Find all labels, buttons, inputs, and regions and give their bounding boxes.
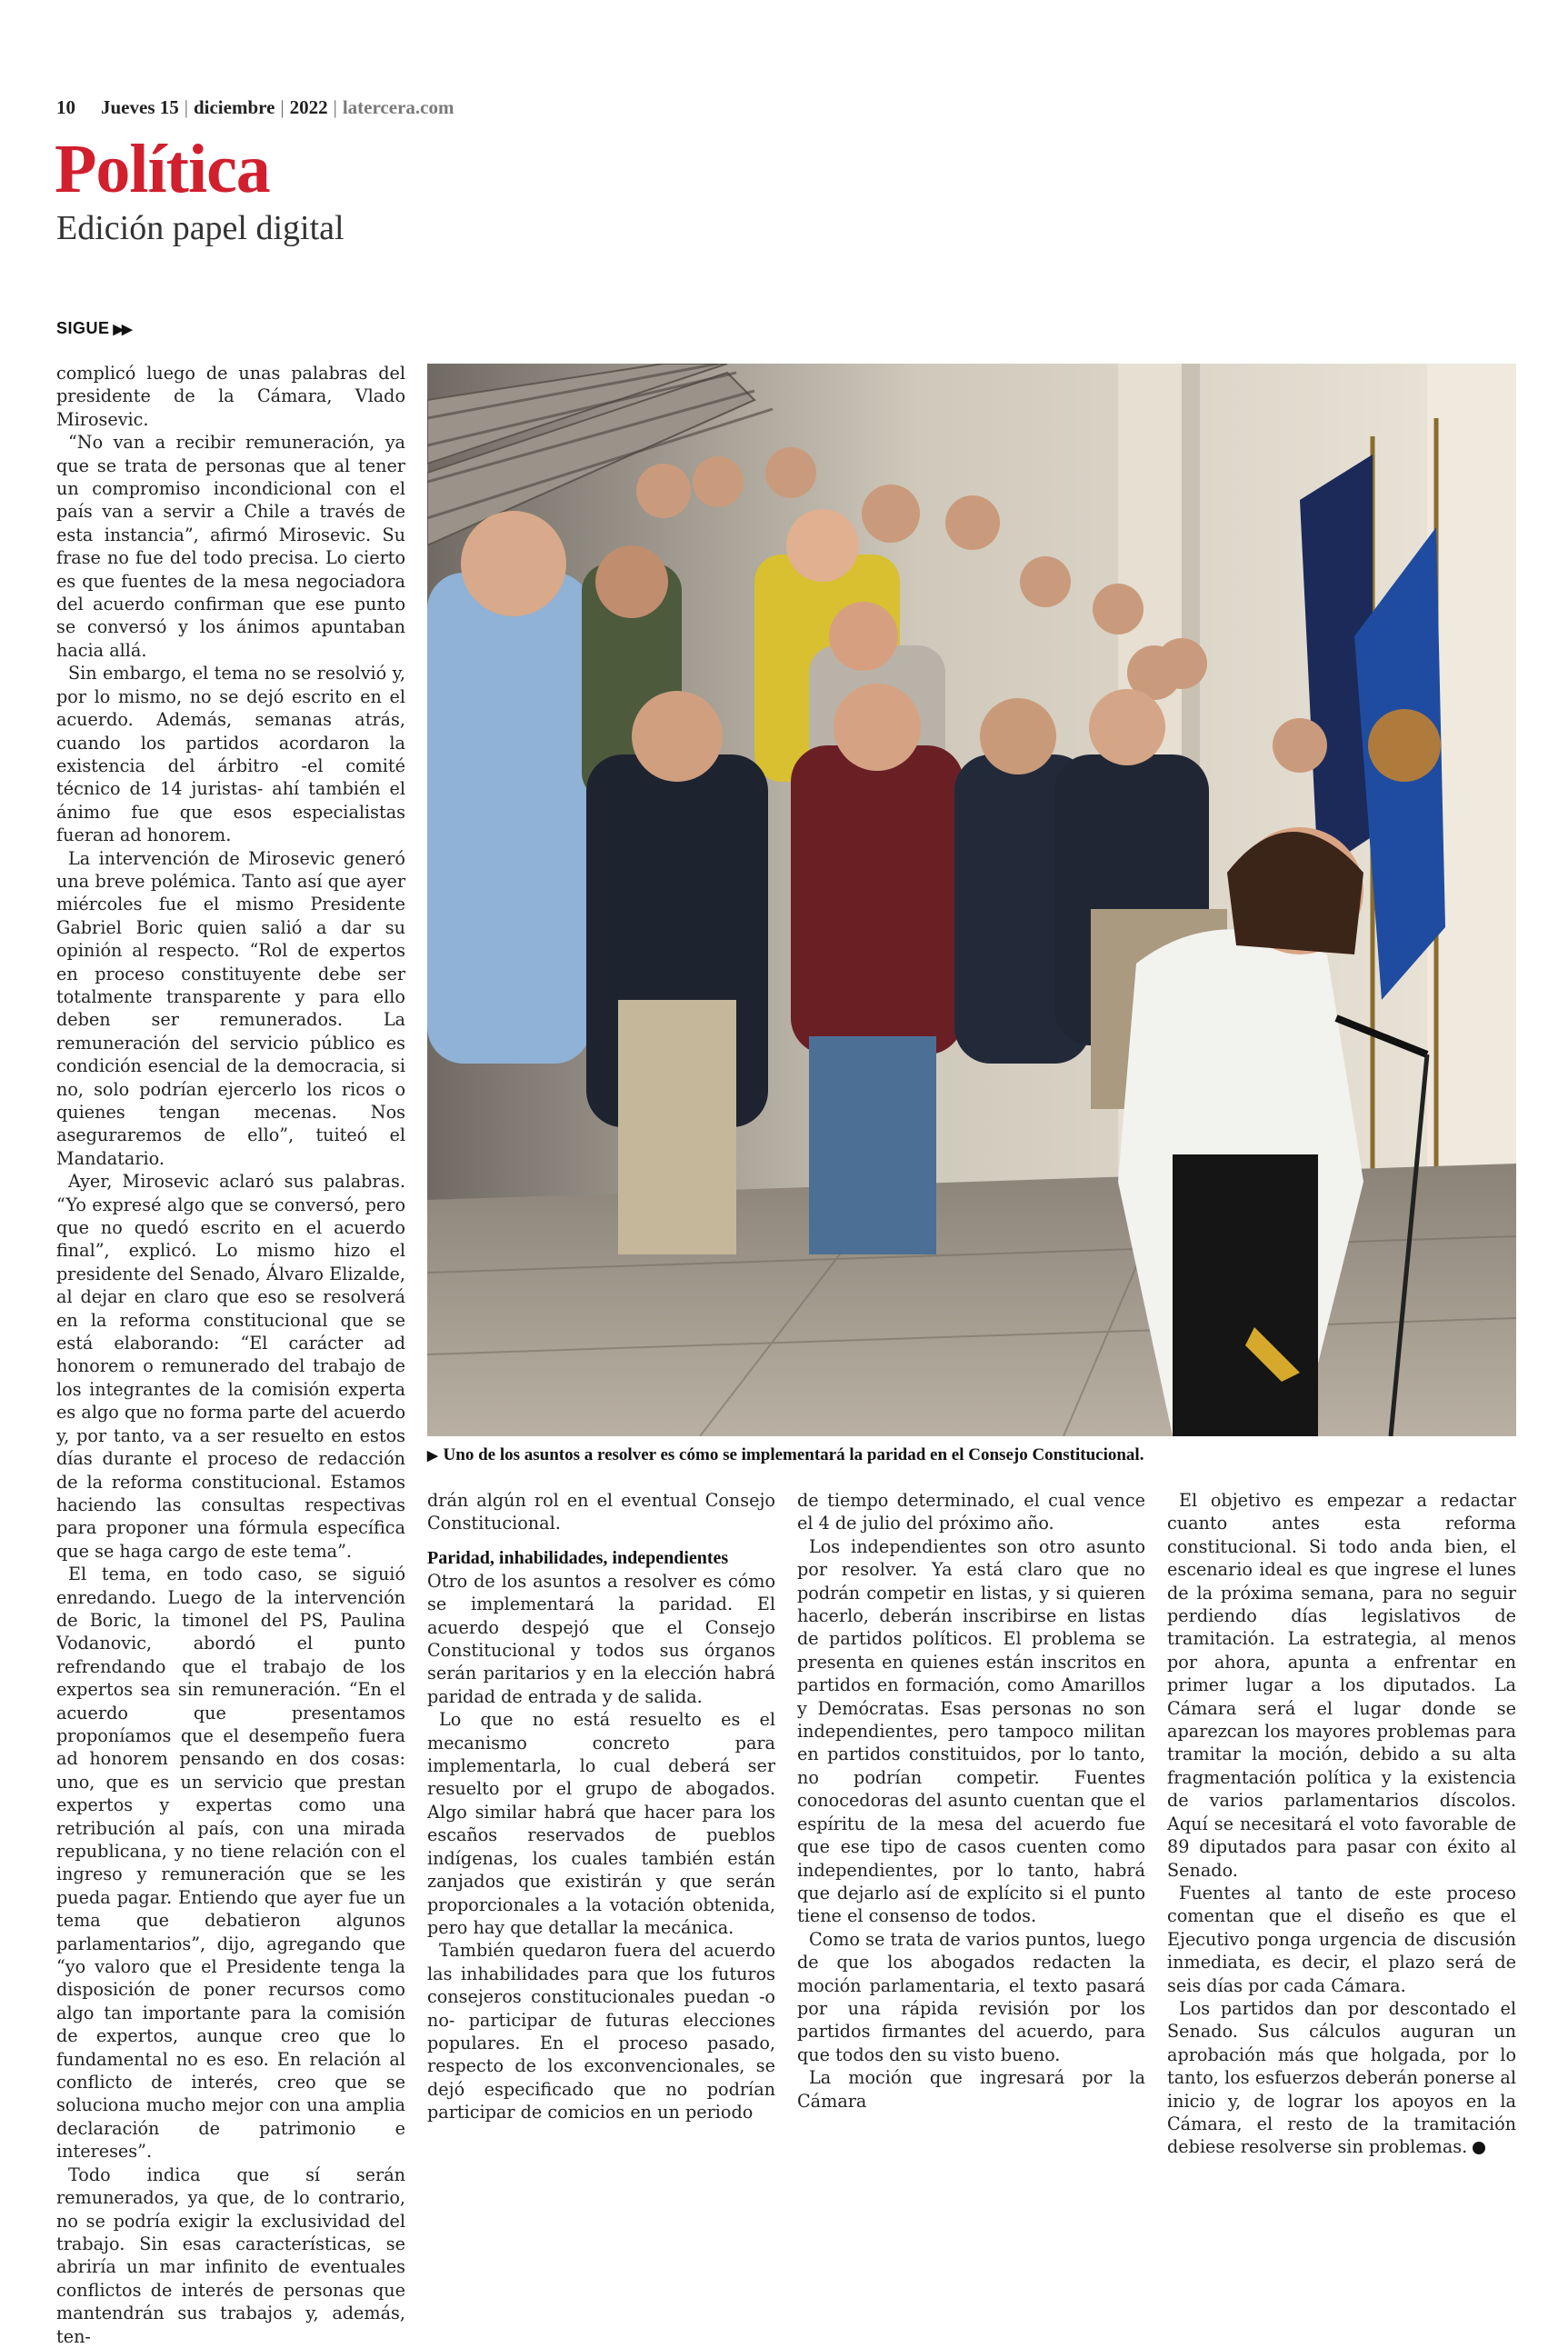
section-subtitle: Edición papel digital <box>56 209 345 247</box>
article-paragraph: Otro de los asuntos a resolver es cómo se implementará la paridad. El acuerdo despejó que el Consejo Constitucional y todos sus órganos serán paritarios y en la elección habrá paridad de entrada y de salida. <box>427 1570 775 1707</box>
press-conference-illustration <box>427 364 1516 1436</box>
article-paragraph: drán algún rol en el eventual Consejo Constitucional. <box>427 1490 775 1534</box>
article-column-4 <box>1167 1489 1516 2159</box>
continues-label <box>56 319 131 338</box>
article-paragraph: Ayer, Mirosevic aclaró sus palabras. “Yo expresé algo que se conversó, pero que no quedó escrito en el acuerdo final”, explicó. Lo mismo hizo el presidente del Senado, Álvaro Elizalde, al dejar en claro que eso se resolverá en la reforma constitucional que se está elaborando: “El carácter ad honorem o remunerado del trabajo de los integrantes de la comisión experta es algo que no forma parte del acuerdo y, por tanto, va a ser resuelto en estos días durante el proceso de redacción de la reforma constitucional. Estamos haciendo las consultas respectivas para proponer una fórmula específica que se haga cargo de este tema”. <box>56 1171 405 1562</box>
article-last-text: Los partidos dan por descontado el Senado. Sus cálculos auguran un aprobación más que holgada, por lo tanto, los esfuerzos deberán ponerse al inicio y, de lograr los apoyos en la Cámara, el resto de la tramitación debiese resolverse sin problemas. <box>1167 1997 1516 2158</box>
article-paragraph: Los independientes son otro asunto por resolver. Ya está claro que no podrán competir en listas, y si quieren hacerlo, deberán inscribirse en listas de partidos políticos. El problema se presenta en quienes están inscritos en partidos en formación, como Amarillos y Demócratas. Esas personas no son independientes, pero tampoco militan en partidos constituidos, por lo tanto, no podrían competir. Fuentes conocedoras del asunto cuentan que el espíritu de la mesa del acuerdo fue que ese tipo de casos cuenten como independientes, por lo tanto, habrá que dejarlo así de explícito si el punto tiene el consenso de todos. <box>797 1535 1145 1927</box>
article-paragraph: Sin embargo, el tema no se resolvió y, por lo mismo, no se dejó escrito en el acuerdo. Además, semanas atrás, cuando los partidos acordaron la existencia del árbitro -el comité técnico de 14 juristas- ahí también el ánimo fue que esos especialistas fueran ad honorem. <box>56 663 405 846</box>
issue-month: diciembre <box>193 96 275 118</box>
article-subheading: Paridad, inhabilidades, independientes <box>427 1547 729 1568</box>
issue-dateline: 10 Jueves 15 | diciembre | 2022 | latercera.com <box>56 96 454 118</box>
end-of-article-dot-icon <box>1473 2142 1485 2154</box>
issue-year: 2022 <box>289 96 328 118</box>
article-paragraph <box>1167 1997 1516 2159</box>
site-link[interactable]: latercera.com <box>342 96 454 118</box>
page-number: 10 <box>56 96 75 118</box>
article-paragraph: “No van a recibir remuneración, ya que se trata de personas que al tener un compromiso incondicional con el país van a servir a Chile a través de esta instancia”, afirmó Mirosevic. Su frase no fue del todo precisa. Lo cierto es que fuentes de la mesa negociadora del acuerdo confirman que ese punto se conversó y los ánimos apuntaban hacia allá. <box>56 432 405 661</box>
article-column-3 <box>797 1489 1145 2113</box>
double-play-arrows-icon: ▶▶ <box>113 322 131 337</box>
article-paragraph: También quedaron fuera del acuerdo las inhabilidades para que los futuros consejeros constitucionales puedan -o no- participar de futuras elecciones populares. En el proceso pasado, respecto de los exconvencionales, se dejó especificado que no podrían participar de comicios en un periodo <box>427 1940 775 2123</box>
article-paragraph: El objetivo es empezar a redactar cuanto antes esta reforma constitucional. Si todo anda bien, el escenario ideal es que ingrese el lunes de la próxima semana, para no seguir perdiendo días legislativos de tramitación. La estrategia, al menos por ahora, apunta a enfrentar en primer lugar a los diputados. La Cámara será el lugar donde se aparezcan los mayores problemas para tramitar la moción, debido a su alta fragmentación política y la existencia de varios parlamentarios díscolos. Aquí se necesitará el voto favorable de 89 diputados para pasar con éxito al Senado. <box>1167 1490 1516 1881</box>
article-paragraph: de tiempo determinado, el cual vence el 4 de julio del próximo año. <box>797 1490 1145 1534</box>
article-paragraph: La moción que ingresará por la Cámara <box>797 2067 1145 2112</box>
photo-caption-text: Uno de los asuntos a resolver es cómo se implementará la paridad en el Consejo Constitucional. <box>443 1445 1144 1464</box>
article-paragraph: Como se trata de varios puntos, luego de que los abogados redacten la moción parlamentaria, el texto pasará por una rápida revisión por los partidos firmantes del acuerdo, para que todos den su visto bueno. <box>797 1928 1145 2065</box>
article-paragraph: Fuentes al tanto de este proceso comentan que el diseño es que el Ejecutivo ponga urgencia de discusión inmediata, es decir, el plazo será de seis días por cada Cámara. <box>1167 1882 1516 1996</box>
article-column-1 <box>56 362 405 2348</box>
article-column-2 <box>427 1489 775 2124</box>
press-conference-photo <box>427 364 1516 1436</box>
section-title: Política <box>55 131 270 207</box>
article-paragraph: El tema, en todo caso, se siguió enredando. Luego de la intervención de Boric, la timonel del PS, Paulina Vodanovic, abordó el punto refrendando que el trabajo de los expertos sea sin remuneración. “En el acuerdo que presentamos proponíamos que el desempeño fuera ad honorem pensando en dos cosas: uno, que es un servicio que prestan expertos y expertas como una retribución al país, con una mirada republicana, y no tiene relación con el ingreso y remuneración que se les pueda pagar. Entiendo que ayer fue un tema que debatieron algunos parlamentarios”, dijo, agregando que “yo valoro que el Presidente tenga la disposición de poner recursos como algo tan importante para la comisión de expertos, aunque creo que lo fundamental no es eso. En relación al conflicto de interés, creo que se soluciona mucho mejor con una amplia declaración de patrimonio e intereses”. <box>56 1564 405 2163</box>
caption-arrow-icon: ▶ <box>427 1449 438 1464</box>
article-paragraph: complicó luego de unas palabras del presidente de la Cámara, Vlado Mirosevic. <box>56 363 405 430</box>
article-paragraph: La intervención de Mirosevic generó una breve polémica. Tanto así que ayer miércoles fue el mismo Presidente Gabriel Boric quien salió a dar su opinión al respecto. “Rol de expertos en proceso constituyente debe ser totalmente transparente y para ello deben ser remunerados. La remuneración del servicio público es condición esencial de la democracia, si no, solo podrían ejercerlo los ricos o quienes tengan mecenas. Nos aseguraremos de ello”, tuiteó el Mandatario. <box>56 847 405 1169</box>
article-paragraph: Todo indica que sí serán remunerados, ya que, de lo contrario, no se podría exigir la exclusividad del trabajo. Sin esas características, se abriría un mar infinito de eventuales conflictos de interés de personas que mantendrán sus trabajos y, además, ten- <box>56 2163 405 2347</box>
article-paragraph: Lo que no está resuelto es el mecanismo concreto para implementarla, lo cual deberá ser resuelto por el grupo de abogados. Algo similar habrá que hacer para los escaños reservados de pueblos indígenas, los cuales también están zanjados que existirán y que serán proporcionales a la votación obtenida, pero hay que detallar la mecánica. <box>427 1709 775 1938</box>
issue-day: Jueves 15 <box>101 96 179 118</box>
photo-caption <box>427 1445 1516 1465</box>
continues-text: SIGUE <box>56 319 110 337</box>
